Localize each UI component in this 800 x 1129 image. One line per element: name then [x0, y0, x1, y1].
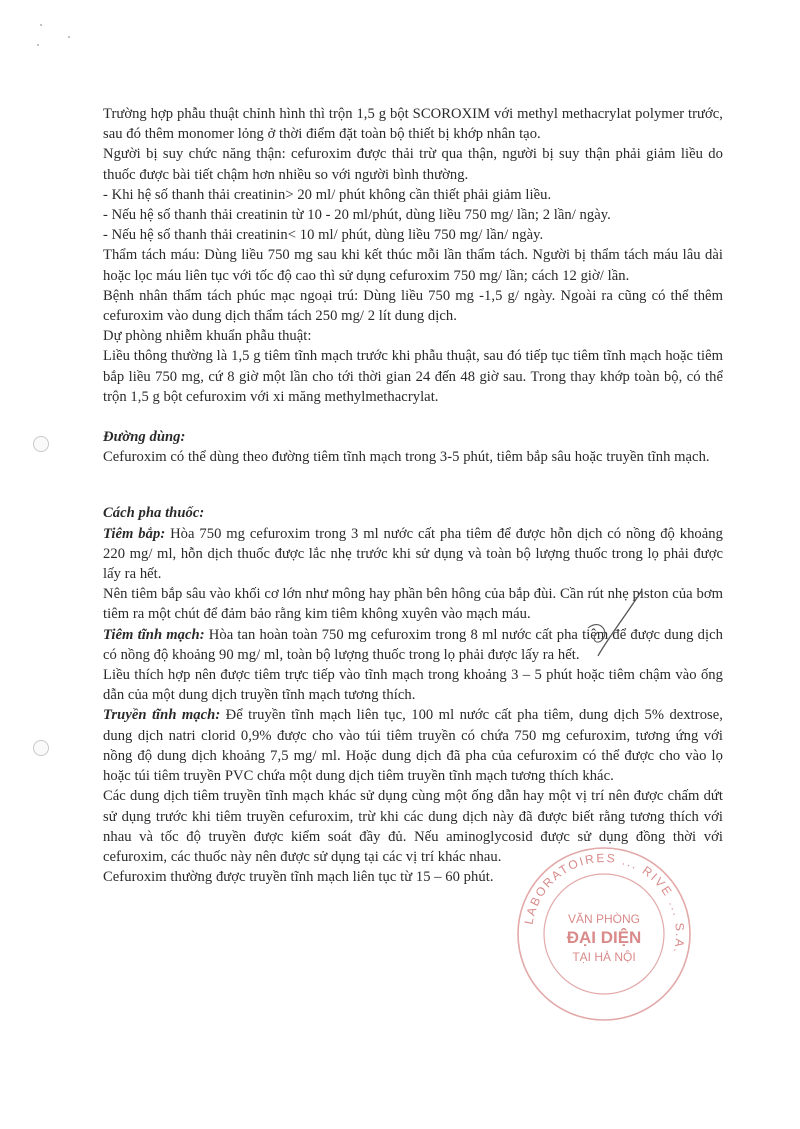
paragraph: Nên tiêm bắp sâu vào khối cơ lớn như mông hay phần bên hông của bắp đùi. Cần rút nhẹ piston của bơm tiêm ra một chút để đảm bảo rằng kim tiêm không xuyên vào mạch máu.: [103, 586, 723, 623]
paragraph: Liều thích hợp nên được tiêm trực tiếp vào tĩnh mạch trong khoảng 3 – 5 phút hoặc tiêm chậm vào ống dẫn của một dung dịch truyền tĩnh mạch tương thích.: [103, 667, 723, 704]
signature-icon: [580, 588, 660, 658]
spacer: [103, 467, 723, 503]
paragraph: Cefuroxim thường được truyền tĩnh mạch liên tục từ 15 – 60 phút.: [103, 869, 494, 886]
stamp-line-2: ĐẠI DIỆN: [566, 928, 642, 947]
text-intramuscular: Hòa 750 mg cefuroxim trong 3 ml nước cất pha tiêm để được hỗn dịch có nồng độ khoảng 220 mg/ ml, hỗn dịch thuốc được lắc nhẹ trước khi sử dụng và toàn bộ lượng thuốc trong lọ phải được lấy ra hết.: [103, 525, 723, 583]
paragraph: Dự phòng nhiễm khuẩn phẫu thuật:: [103, 328, 312, 345]
text-infusion: Để truyền tĩnh mạch liên tục, 100 ml nước cất pha tiêm, dung dịch 5% dextrose, dung dịch natri clorid 0,9% được cho vào túi tiêm truyền có chứa 750 mg cefuroxim, tương ứng với nồng độ dung dịch khoảng 7,5 mg/ ml. Hoặc dung dịch đã pha của cefuroxim có thể được cho vào lọ hoặc túi tiêm truyền PVC chứa một dung dịch tiêm truyền tĩnh mạch tương thích khác.: [103, 707, 723, 785]
paragraph: Trường hợp phẫu thuật chỉnh hình thì trộn 1,5 g bột SCOROXIM với methyl methacrylat polymer trước, sau đó thêm monomer lỏng ở thời điểm đặt toàn bộ thiết bị khớp nhân tạo.: [103, 106, 723, 143]
list-item: - Nếu hệ số thanh thải creatinin từ 10 - 20 ml/phút, dùng liều 750 mg/ lần; 2 lần/ ngày.: [103, 207, 611, 224]
spacer: [103, 407, 723, 427]
paragraph: Người bị suy chức năng thận: cefuroxim được thải trừ qua thận, người bị suy thận phải giảm liều do thuốc được bài tiết chậm hơn nhiều so với người bình thường.: [103, 146, 723, 183]
stamp-line-3: TẠI HÀ NỘI: [572, 950, 636, 964]
stamp-line-1: VĂN PHÒNG: [567, 912, 640, 926]
punch-hole-icon: [33, 740, 49, 756]
list-item: - Nếu hệ số thanh thải creatinin< 10 ml/ phút, dùng liều 750 mg/ lần/ ngày.: [103, 227, 544, 244]
text-intravenous: Hòa tan hoàn toàn 750 mg cefuroxim trong 8 ml nước cất pha tiêm để được dung dịch có nồng độ khoảng 90 mg/ ml, toàn bộ lượng thuốc trong lọ phải được lấy ra hết.: [103, 626, 723, 663]
scan-speck: [37, 44, 39, 46]
lead-intravenous: Tiêm tĩnh mạch:: [103, 626, 205, 643]
paragraph: Liều thông thường là 1,5 g tiêm tĩnh mạch trước khi phẫu thuật, sau đó tiếp tục tiêm tĩnh mạch hoặc tiêm bắp liều 750 mg, cứ 8 giờ một lần cho tới thời gian 24 đến 48 giờ sau. Trong thay khớp toàn bộ, có thể trộn 1,5 g bột cefuroxim với xi măng methylmethacrylat.: [103, 348, 723, 405]
scan-speck: [40, 24, 42, 26]
section-heading-preparation: Cách pha thuốc:: [103, 505, 205, 522]
scan-speck: [68, 36, 70, 38]
list-item: - Khi hệ số thanh thải creatinin> 20 ml/ phút không cần thiết phải giảm liều.: [103, 186, 552, 203]
document-body: [103, 104, 723, 887]
stamp-ring-text: LABORATOIRES ... RIVE ... S.A.: [521, 850, 688, 957]
section-heading-route: Đường dùng:: [103, 429, 186, 446]
paragraph: Cefuroxim có thể dùng theo đường tiêm tĩnh mạch trong 3-5 phút, tiêm bắp sâu hoặc truyền tĩnh mạch.: [103, 449, 710, 466]
paragraph: Bệnh nhân thẩm tách phúc mạc ngoại trú: Dùng liều 750 mg -1,5 g/ ngày. Ngoài ra cũng có thể thêm cefuroxim vào dung dịch thẩm tách 250 mg/ 2 lít dung dịch.: [103, 287, 723, 325]
paragraph: Các dung dịch tiêm truyền tĩnh mạch khác sử dụng cùng một ống dẫn hay một vị trí nên được chấm dứt sử dụng trước khi tiêm truyền cefuroxim, trừ khi các dung dịch này đã được biết rằng tương thích với nhau và tốc độ truyền được kiểm soát đầy đủ. Nếu aminoglycosid được sử dụng đồng thời với cefuroxim, các thuốc này nên được sử dụng tại các vị trí khác nhau.: [103, 788, 723, 865]
paragraph: Thẩm tách máu: Dùng liều 750 mg sau khi kết thúc mỗi lần thẩm tách. Người bị thẩm tách máu lâu dài hoặc lọc máu liên tục với tốc độ cao thì sử dụng cefuroxim 750 mg/ lần; cách 12 giờ/ lần.: [103, 247, 723, 284]
paragraph-intramuscular: [103, 524, 723, 585]
paragraph-infusion: [103, 705, 723, 786]
office-stamp: [512, 842, 696, 1026]
lead-intramuscular: Tiêm bắp:: [103, 525, 166, 542]
punch-hole-icon: [33, 436, 49, 452]
lead-infusion: Truyền tĩnh mạch:: [103, 707, 221, 724]
